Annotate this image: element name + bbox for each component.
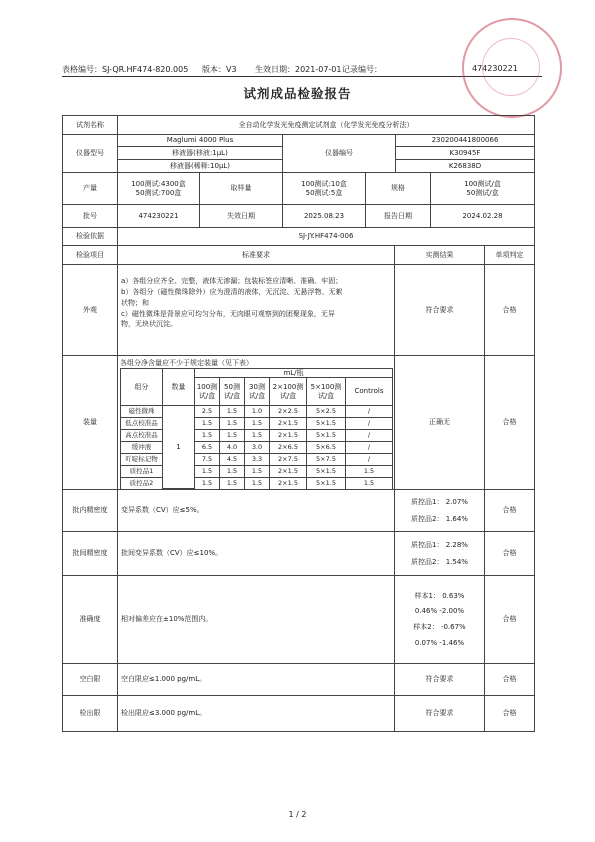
expiry-value: 2025.08.23 <box>282 204 366 228</box>
volume-row-value: 1.5 <box>244 429 270 442</box>
col-standard: 标准要求 <box>117 245 395 265</box>
instrument-model-2: 移液器(移液:1μL) <box>117 146 283 160</box>
volume-label: 装量 <box>62 355 118 490</box>
col-judge: 单项判定 <box>484 245 535 265</box>
inter-precision-label: 批间精密度 <box>62 531 118 576</box>
volume-row-value: 1.5 <box>345 465 393 478</box>
volume-row-value: 1.5 <box>219 477 245 490</box>
volume-row-value: 1.5 <box>219 465 245 478</box>
appearance-result: 符合要求 <box>394 264 485 356</box>
instrument-number-1: 230200441800066 <box>395 134 535 147</box>
volume-row-component: 质控品1 <box>120 465 163 478</box>
intra-precision-judge: 合格 <box>484 489 535 532</box>
instrument-model-label: 仪器型号 <box>62 134 118 173</box>
volume-intro: 各组分净含量应不少于规定装量（见下表） <box>120 359 253 367</box>
volume-row-component: 低点校准品 <box>120 417 163 430</box>
batch-value: 474230221 <box>117 204 200 228</box>
reagent-name: 全自动化学发光免疫测定试剂盒（化学发光免疫分析法） <box>117 115 535 135</box>
volume-row-value: 2×1.5 <box>269 465 307 478</box>
instrument-model-3: 移液器(稀释:10μL) <box>117 159 283 173</box>
volume-row-value: 2×1.5 <box>269 477 307 490</box>
volume-row-value: 5×1.5 <box>306 429 346 442</box>
volume-row-component: 磁性微珠 <box>120 405 163 418</box>
inter-precision-results: 质控品1： 2.28% 质控品2： 1.54% <box>394 531 485 576</box>
volume-row-value: 5×2.5 <box>306 405 346 418</box>
volume-row-value: 1.5 <box>194 417 220 430</box>
volume-row-value: 7.5 <box>194 453 220 466</box>
volume-row-value: / <box>345 405 393 418</box>
col-result: 实测结果 <box>394 245 485 265</box>
accuracy-label: 准确度 <box>62 575 118 664</box>
company-seal <box>462 18 562 118</box>
volume-row-component: 高点校准品 <box>120 429 163 442</box>
blank-limit-result: 符合要求 <box>394 663 485 696</box>
volume-unit: mL/瓶 <box>194 368 393 378</box>
volume-header-2x100: 2×100测试/盒 <box>269 377 307 406</box>
accuracy-judge: 合格 <box>484 575 535 664</box>
blank-limit-standard: 空白限应≤1.000 pg/mL。 <box>117 663 395 696</box>
batch-label: 批号 <box>62 204 118 228</box>
volume-header-100: 100测试/盒 <box>194 377 220 406</box>
volume-row-value: 5×1.5 <box>306 477 346 490</box>
volume-row-value: 4.5 <box>219 453 245 466</box>
volume-row-value: 3.3 <box>244 453 270 466</box>
volume-row-value: 1.5 <box>194 465 220 478</box>
volume-row-value: 1.0 <box>244 405 270 418</box>
volume-row-value: 1.5 <box>219 429 245 442</box>
volume-row-value: 2×6.5 <box>269 441 307 454</box>
expiry-label: 失效日期 <box>199 204 283 228</box>
appearance-judge: 合格 <box>484 264 535 356</box>
blank-limit-judge: 合格 <box>484 663 535 696</box>
instrument-model-1: Maglumi 4000 Plus <box>117 134 283 147</box>
page-number: 1 / 2 <box>288 810 307 819</box>
volume-row-value: 4.0 <box>219 441 245 454</box>
appearance-label: 外观 <box>62 264 118 356</box>
spec-label: 规格 <box>365 172 431 205</box>
spec-value: 100测试/盒 50测试/盒 <box>430 172 535 205</box>
inter-precision-judge: 合格 <box>484 531 535 576</box>
volume-row-value: / <box>345 429 393 442</box>
volume-header-30: 30测试/盒 <box>244 377 270 406</box>
accuracy-results: 样本1： 0.63% 0.46% -2.00% 样本2： -0.67% 0.07% -1.46% <box>394 575 485 664</box>
record-number-value: 474230221 <box>472 64 518 73</box>
volume-row-value: / <box>345 441 393 454</box>
intra-precision-results: 质控品1： 2.07% 质控品2： 1.64% <box>394 489 485 532</box>
accuracy-standard: 相对偏差应在±10%范围内。 <box>117 575 395 664</box>
volume-row-component: 缓冲液 <box>120 441 163 454</box>
basis-value: SJ-JY.HF474-006 <box>117 227 535 246</box>
volume-row-value: 1.5 <box>194 429 220 442</box>
volume-row-value: / <box>345 453 393 466</box>
version: 版本：V3 <box>202 65 237 74</box>
detection-limit-label: 检出限 <box>62 695 118 732</box>
volume-table <box>120 368 393 489</box>
page-title: 试剂成品检验报告 <box>243 86 352 101</box>
volume-row-value: 2×1.5 <box>269 417 307 430</box>
volume-row-value: / <box>345 417 393 430</box>
volume-header-qty: 数量 <box>162 368 195 406</box>
volume-row-value: 5×1.5 <box>306 417 346 430</box>
volume-header-5x100: 5×100测试/盒 <box>306 377 346 406</box>
form-number: 表格编号：SJ-QR.HF474-820.005 <box>62 65 189 74</box>
volume-row-value: 5×6.5 <box>306 441 346 454</box>
output-label: 产量 <box>62 172 118 205</box>
instrument-number-label: 仪器编号 <box>282 134 396 173</box>
appearance-standard: a）各组分应齐全、完整，液体无渗漏；包装标签应清晰、准确、牢固； b）各组分（磁性微珠除外）应为澄清的液体，无沉淀、无悬浮物、无絮 状物；和 c）磁性微珠是背景应可均匀分布，无肉眼可观察到的团聚现象，无异 物，无块状沉淀。 <box>121 277 343 329</box>
inter-precision-standard: 批间变异系数（CV）应≤10%。 <box>117 531 395 576</box>
sampling-value: 100测试:10盒 50测试:5盒 <box>282 172 366 205</box>
volume-row-value: 5×7.5 <box>306 453 346 466</box>
volume-row-value: 1.5 <box>244 477 270 490</box>
volume-row-value: 1.5 <box>345 477 393 490</box>
detection-limit-judge: 合格 <box>484 695 535 732</box>
intra-precision-standard: 变异系数（CV）应≤5%。 <box>117 489 395 532</box>
detection-limit-result: 符合要求 <box>394 695 485 732</box>
blank-limit-label: 空白限 <box>62 663 118 696</box>
output-value: 100测试:4300盒 50测试:700盒 <box>117 172 200 205</box>
volume-header-50: 50测试/盒 <box>219 377 245 406</box>
instrument-number-3: K26838D <box>395 159 535 173</box>
reagent-name-label: 试剂名称 <box>62 115 118 135</box>
effective-date: 生效日期：2021-07-01 <box>255 65 342 74</box>
volume-row-value: 6.5 <box>194 441 220 454</box>
intra-precision-label: 批内精密度 <box>62 489 118 532</box>
report-date-value: 2024.02.28 <box>430 204 535 228</box>
volume-header-component: 组分 <box>120 368 163 406</box>
col-item: 检验项目 <box>62 245 118 265</box>
volume-row-value: 1.5 <box>219 417 245 430</box>
volume-row-value: 3.0 <box>244 441 270 454</box>
volume-judge: 合格 <box>484 355 535 490</box>
volume-result: 正确无 <box>394 355 485 490</box>
basis-label: 检验依据 <box>62 227 118 246</box>
record-number-label: 记录编号： <box>342 65 382 74</box>
volume-row-component: 吖啶标记物 <box>120 453 163 466</box>
volume-row-value: 2.5 <box>194 405 220 418</box>
volume-row-value: 1.5 <box>244 417 270 430</box>
volume-row-value: 2×1.5 <box>269 429 307 442</box>
volume-qty: 1 <box>162 405 195 489</box>
report-date-label: 报告日期 <box>365 204 431 228</box>
volume-header-controls: Controls <box>345 377 393 406</box>
volume-row-value: 1.5 <box>219 405 245 418</box>
instrument-number-2: K30945F <box>395 146 535 160</box>
volume-row-component: 质控品2 <box>120 477 163 490</box>
detection-limit-standard: 检出限应≤3.000 pg/mL。 <box>117 695 395 732</box>
volume-row-value: 1.5 <box>244 465 270 478</box>
sampling-label: 取样量 <box>199 172 283 205</box>
volume-row-value: 1.5 <box>194 477 220 490</box>
volume-row-value: 2×2.5 <box>269 405 307 418</box>
volume-row-value: 2×7.5 <box>269 453 307 466</box>
volume-row-value: 5×1.5 <box>306 465 346 478</box>
